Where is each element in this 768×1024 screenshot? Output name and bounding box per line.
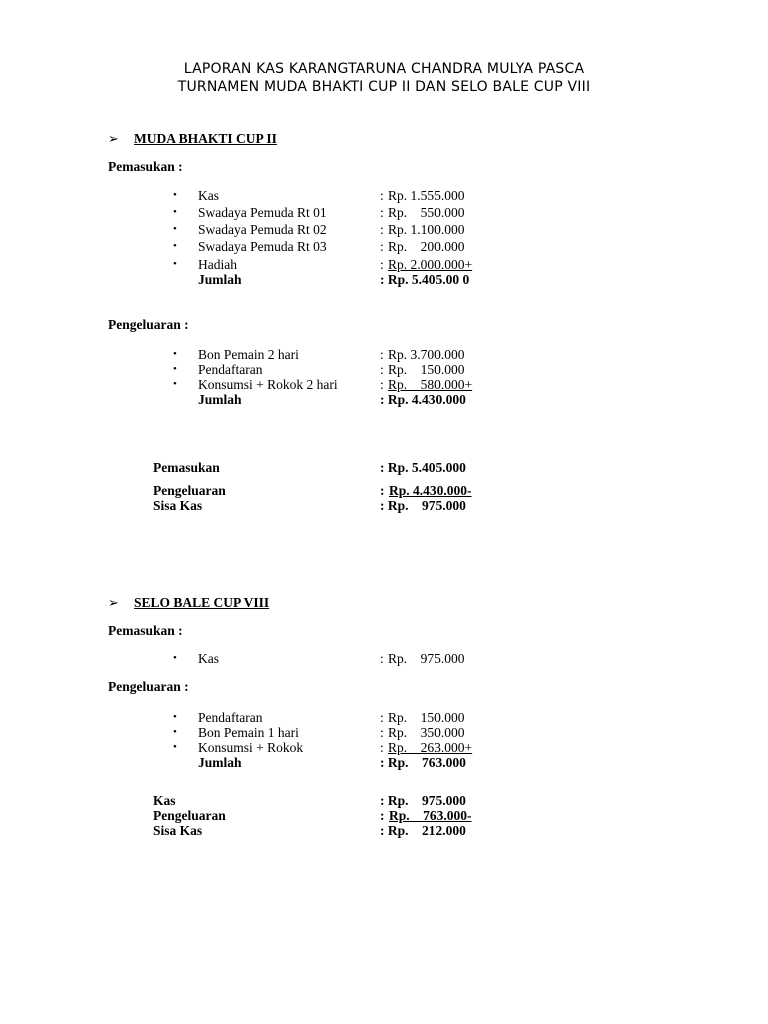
bullet-icon: • [173, 240, 177, 252]
pemasukan-label: Pemasukan : [108, 159, 183, 174]
summary-pengeluaran-colon: : [380, 808, 388, 823]
summary-pengeluaran-amount: Rp. 4.430.000- [389, 483, 472, 498]
income-colon: : [380, 239, 384, 254]
income-colon: : [380, 222, 384, 237]
expense-label: Bon Pemain 1 hari [198, 725, 299, 740]
pengeluaran-label: Pengeluaran : [108, 317, 189, 332]
expense-label: Bon Pemain 2 hari [198, 347, 299, 362]
bullet-icon: • [173, 258, 177, 270]
summary-sisa-kas-label: Sisa Kas [153, 823, 203, 838]
income-label: Hadiah [198, 257, 237, 272]
summary-pemasukan-amount: : Rp. 5.405.000 [380, 460, 466, 475]
expense-colon: : [380, 710, 384, 725]
expense-label: Konsumsi + Rokok 2 hari [198, 377, 338, 392]
bullet-icon: • [173, 726, 177, 738]
income-total-label: Jumlah [198, 272, 242, 287]
report-title-line-2: TURNAMEN MUDA BHAKTI CUP II DAN SELO BALE CUP VIII [177, 79, 591, 95]
summary-sisa-kas-amount: : Rp. 975.000 [380, 498, 466, 513]
income-amount: Rp. 975.000 [388, 651, 465, 666]
expense-amount: Rp. 350.000 [388, 725, 465, 740]
arrow-bullet-icon: ➢ [108, 131, 119, 146]
expense-total-amount: : Rp. 4.430.000 [380, 392, 466, 407]
expense-total-label: Jumlah [198, 755, 242, 770]
expense-label: Pendaftaran [198, 710, 263, 725]
income-total-amount: : Rp. 5.405.00 0 [380, 272, 470, 287]
income-colon: : [380, 651, 384, 666]
income-colon: : [380, 188, 384, 203]
summary-sisa-kas-label: Sisa Kas [153, 498, 203, 513]
expense-amount: Rp. 580.000+ [388, 377, 473, 392]
bullet-icon: • [173, 741, 177, 753]
expense-amount: Rp. 150.000 [388, 362, 465, 377]
summary-pengeluaran-label: Pengeluaran [153, 808, 226, 823]
expense-colon: : [380, 347, 384, 362]
expense-colon: : [380, 725, 384, 740]
income-amount: Rp. 1.555.000 [388, 188, 465, 203]
bullet-icon: • [173, 223, 177, 235]
income-label: Swadaya Pemuda Rt 01 [198, 205, 327, 220]
report-title-line-1: LAPORAN KAS KARANGTARUNA CHANDRA MULYA PASCA [183, 61, 585, 77]
summary-pengeluaran-colon: : [380, 483, 388, 498]
income-colon: : [380, 257, 384, 272]
income-label: Swadaya Pemuda Rt 02 [198, 222, 327, 237]
income-amount: Rp. 550.000 [388, 205, 465, 220]
income-colon: : [380, 205, 384, 220]
pemasukan-label: Pemasukan : [108, 623, 183, 638]
expense-total-label: Jumlah [198, 392, 242, 407]
summary-pengeluaran-amount: Rp. 763.000- [389, 808, 472, 823]
income-amount: Rp. 200.000 [388, 239, 465, 254]
expense-label: Konsumsi + Rokok [198, 740, 304, 755]
bullet-icon: • [173, 363, 177, 375]
bullet-icon: • [173, 652, 177, 664]
summary-kas-amount: : Rp. 975.000 [380, 793, 466, 808]
bullet-icon: • [173, 378, 177, 390]
income-label: Swadaya Pemuda Rt 03 [198, 239, 327, 254]
summary-sisa-kas-amount: : Rp. 212.000 [380, 823, 466, 838]
income-amount: Rp. 1.100.000 [388, 222, 465, 237]
expense-total-amount: : Rp. 763.000 [380, 755, 466, 770]
section-heading-selo-bale: SELO BALE CUP VIII [134, 595, 270, 610]
expense-amount: Rp. 3.700.000 [388, 347, 465, 362]
bullet-icon: • [173, 711, 177, 723]
summary-pemasukan-label: Pemasukan [153, 460, 220, 475]
bullet-icon: • [173, 206, 177, 218]
bullet-icon: • [173, 348, 177, 360]
expense-colon: : [380, 362, 384, 377]
bullet-icon: • [173, 189, 177, 201]
expense-amount: Rp. 150.000 [388, 710, 465, 725]
expense-colon: : [380, 740, 384, 755]
income-label: Kas [198, 651, 219, 666]
pengeluaran-label: Pengeluaran : [108, 679, 189, 694]
summary-kas-label: Kas [153, 793, 176, 808]
expense-amount: Rp. 263.000+ [388, 740, 473, 755]
income-label: Kas [198, 188, 219, 203]
income-amount: Rp. 2.000.000+ [388, 257, 473, 272]
section-heading-muda-bhakti: MUDA BHAKTI CUP II [134, 131, 277, 146]
expense-colon: : [380, 377, 384, 392]
arrow-bullet-icon: ➢ [108, 595, 119, 610]
summary-pengeluaran-label: Pengeluaran [153, 483, 226, 498]
expense-label: Pendaftaran [198, 362, 263, 377]
